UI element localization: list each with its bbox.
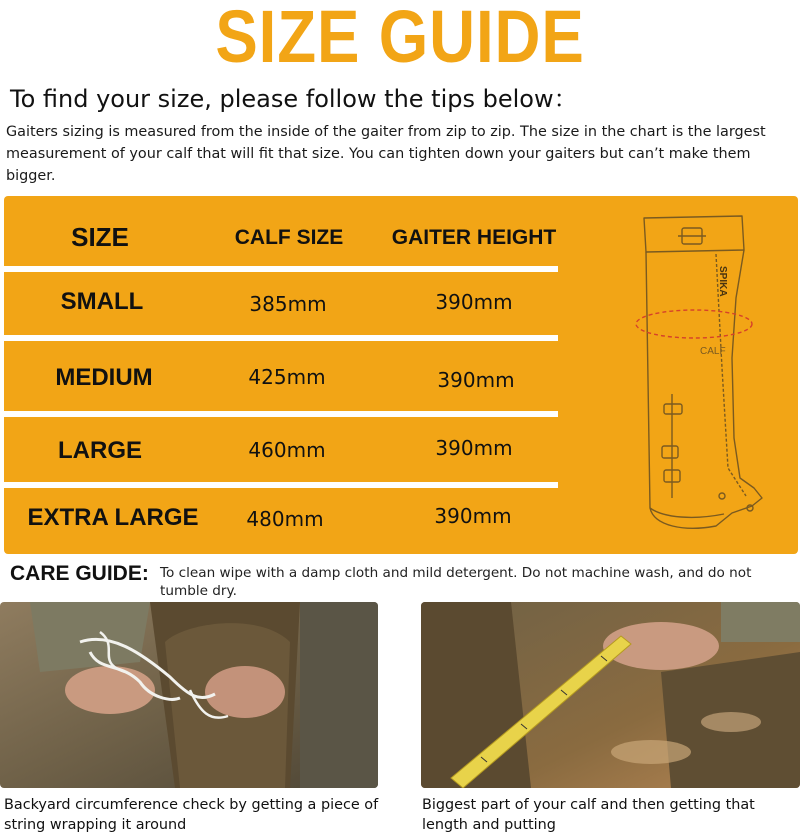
- page-subtitle: To find your size, please follow the tips below：: [10, 85, 578, 113]
- care-guide-text: To clean wipe with a damp cloth and mild detergent. Do not machine wash, and do not tumble dry.: [160, 565, 752, 599]
- gaiter-height-small: 390mm: [435, 290, 513, 314]
- photo-caption-left: Backyard circumference check by getting a piece of string wrapping it around: [4, 797, 379, 833]
- photo-caption-right: Biggest part of your calf and then getting that length and putting: [422, 797, 755, 833]
- brand-label: SPIKA: [717, 266, 728, 297]
- gaiter-illustration: [624, 208, 784, 544]
- intro-paragraph: Gaiters sizing is measured from the inside of the gaiter from zip to zip. The size in the chart is the largest measurement of your calf that will fit that size. You can tighten down your gaiters but can’t make them bigger.: [6, 124, 766, 184]
- calf-size-small: 385mm: [249, 292, 327, 316]
- row-divider: [4, 482, 558, 488]
- calf-label: CALF: [700, 346, 726, 357]
- size-label-large: LARGE: [58, 437, 142, 464]
- size-label-medium: MEDIUM: [55, 364, 153, 391]
- gaiter-height-medium: 390mm: [437, 368, 515, 392]
- photo-string-measure: [0, 602, 378, 788]
- page-title: SIZE GUIDE: [215, 0, 585, 78]
- size-chart-panel: [4, 196, 798, 554]
- row-divider: [4, 335, 558, 341]
- calf-size-large: 460mm: [248, 438, 326, 462]
- gaiter-height-large: 390mm: [435, 436, 513, 460]
- size-label-extra-large: EXTRA LARGE: [27, 504, 199, 531]
- calf-size-extra-large: 480mm: [246, 507, 324, 531]
- row-divider: [4, 266, 558, 272]
- column-header-calf-size: CALF SIZE: [234, 226, 344, 249]
- photo-tape-measure: [421, 602, 800, 788]
- column-header-size: SIZE: [71, 222, 129, 252]
- gaiter-height-extra-large: 390mm: [434, 504, 512, 528]
- calf-size-medium: 425mm: [248, 365, 326, 389]
- column-header-gaiter-height: GAITER HEIGHT: [391, 226, 557, 249]
- row-divider: [4, 411, 558, 417]
- size-label-small: SMALL: [60, 288, 144, 315]
- care-guide-label: CARE GUIDE:: [10, 562, 149, 585]
